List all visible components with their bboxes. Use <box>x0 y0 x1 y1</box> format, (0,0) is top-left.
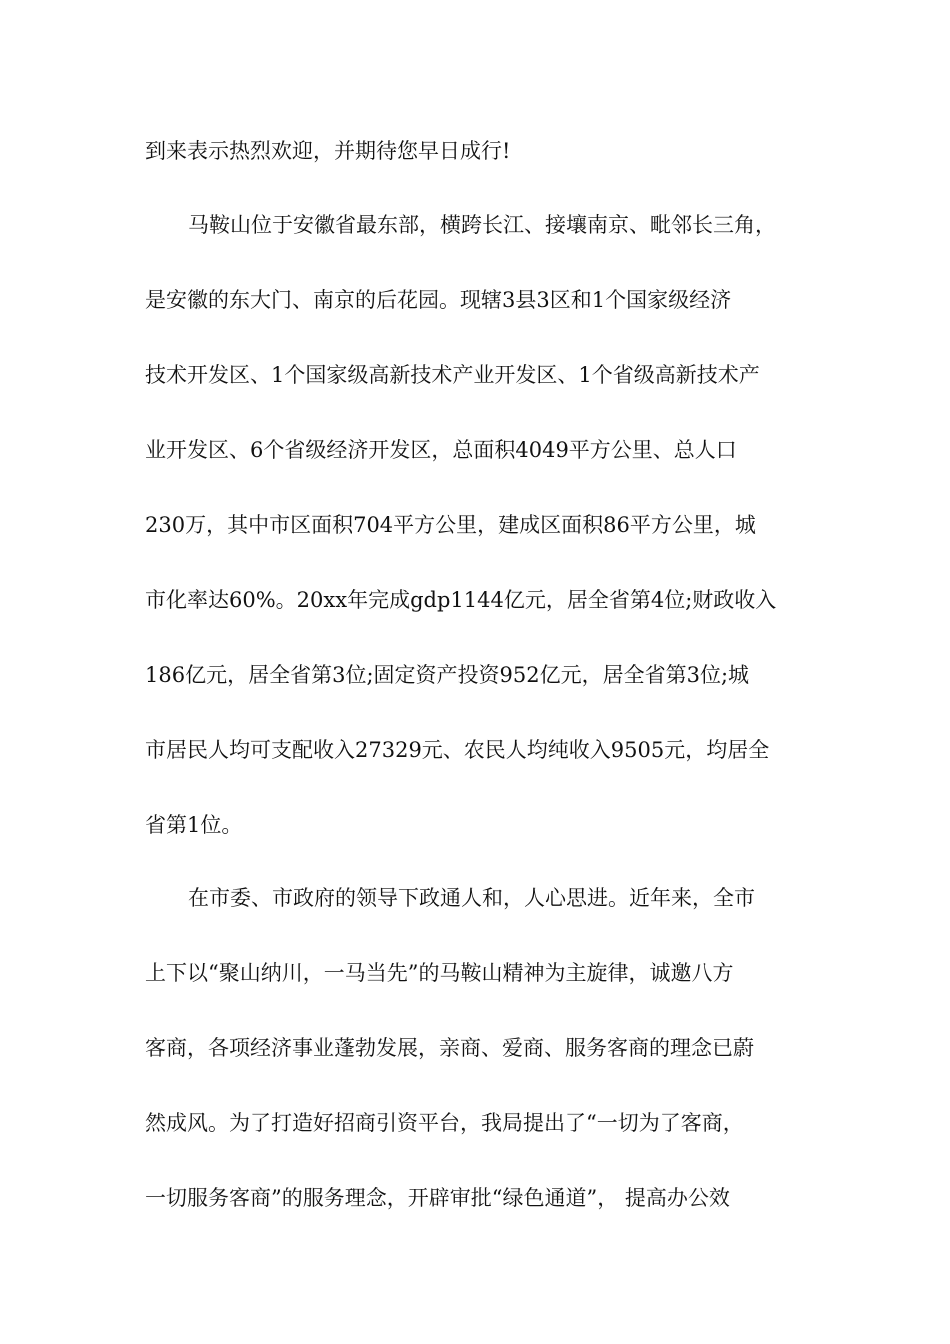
paragraph-2-line-8: 市居民人均可支配收入27329元、农民人均纯收入9505元，均居全 <box>145 738 770 762</box>
paragraph-2-line-5: 230万，其中市区面积704平方公里，建成区面积86平方公里，城 <box>145 513 756 537</box>
paragraph-3-line-2: 上下以“聚山纳川，一马当先”的马鞍山精神为主旋律，诚邀八方 <box>145 961 734 985</box>
paragraph-3-line-5: 一切服务客商”的服务理念，开辟审批“绿色通道”， 提高办公效 <box>145 1186 730 1210</box>
paragraph-3-line-1: 在市委、市政府的领导下政通人和，人心思进。近年来，全市 <box>188 886 755 910</box>
paragraph-2-line-7: 186亿元，居全省第3位;固定资产投资952亿元，居全省第3位;城 <box>145 663 750 687</box>
paragraph-1-line-1: 到来表示热烈欢迎，并期待您早日成行! <box>145 139 511 163</box>
paragraph-2-line-4: 业开发区、6个省级经济开发区，总面积4049平方公里、总人口 <box>145 438 737 462</box>
paragraph-3-line-4: 然成风。为了打造好招商引资平台，我局提出了“一切为了客商， <box>145 1111 744 1135</box>
paragraph-3-line-3: 客商，各项经济事业蓬勃发展，亲商、爱商、服务客商的理念已蔚 <box>145 1036 754 1060</box>
paragraph-2-line-9: 省第1位。 <box>145 813 243 837</box>
paragraph-2-line-1: 马鞍山位于安徽省最东部，横跨长江、接壤南京、毗邻长三角， <box>188 213 776 237</box>
paragraph-2-line-2: 是安徽的东大门、南京的后花园。现辖3县3区和1个国家级经济 <box>145 288 732 312</box>
paragraph-2-line-3: 技术开发区、1个国家级高新技术产业开发区、1个省级高新技术产 <box>145 363 760 387</box>
paragraph-2-line-6: 市化率达60%。20xx年完成gdp1144亿元，居全省第4位;财政收入 <box>145 588 777 612</box>
